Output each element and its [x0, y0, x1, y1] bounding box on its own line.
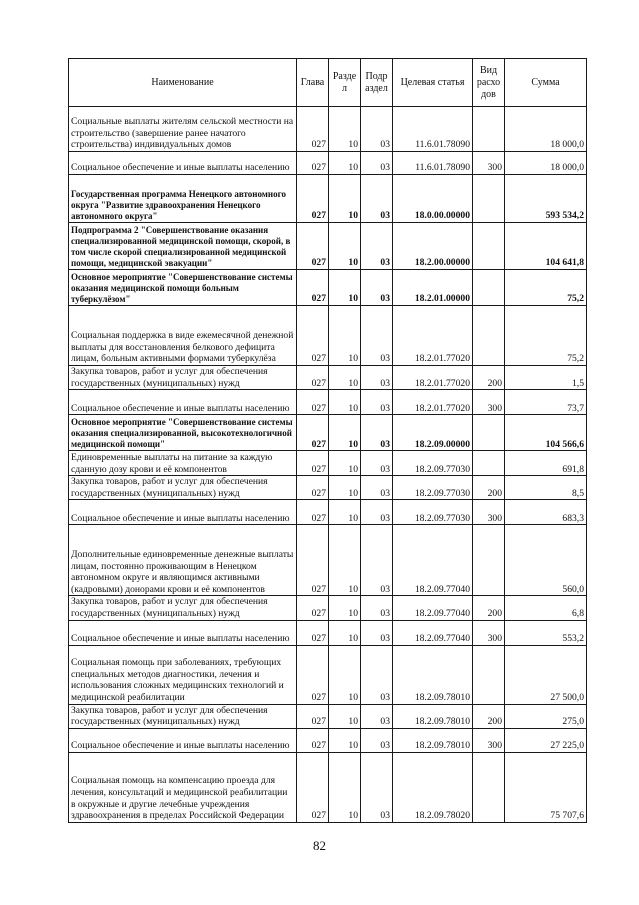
- row-amount-cell: 1,5: [505, 366, 587, 390]
- row-target-cell: 18.2.09.78020: [393, 752, 473, 822]
- row-amount-cell: 593 534,2: [505, 175, 587, 223]
- row-kind-cell: 300: [473, 152, 505, 175]
- row-subsection-cell: 03: [361, 752, 393, 822]
- row-chapter-cell: 027: [297, 752, 329, 822]
- row-section-cell: 10: [329, 752, 361, 822]
- row-chapter-cell: 027: [297, 107, 329, 152]
- row-chapter-cell: 027: [297, 366, 329, 390]
- row-subsection-cell: 03: [361, 645, 393, 704]
- row-amount-cell: 691,8: [505, 451, 587, 476]
- row-amount-cell: 27 500,0: [505, 645, 587, 704]
- row-name-cell: Социальная поддержка в виде ежемесячной денежной выплаты для восстановления белкового дефицита лицам, больным активными формами туберкулёза: [69, 306, 297, 366]
- row-name-cell: Социальные выплаты жителям сельской местности на строительство (завершение ранее начатого строительства) индивидуальных домов: [69, 107, 297, 152]
- row-target-cell: 18.2.09.78010: [393, 645, 473, 704]
- row-chapter-cell: 027: [297, 415, 329, 451]
- row-target-cell: 18.2.00.00000: [393, 223, 473, 270]
- table-row: [69, 451, 587, 476]
- row-name-cell: Социальное обеспечение и иные выплаты населению: [69, 152, 297, 175]
- row-target-cell: 18.2.09.78010: [393, 728, 473, 752]
- row-kind-cell: 300: [473, 620, 505, 645]
- row-subsection-cell: 03: [361, 366, 393, 390]
- row-target-cell: 18.2.09.77040: [393, 525, 473, 596]
- row-section-cell: 10: [329, 620, 361, 645]
- row-chapter-cell: 027: [297, 223, 329, 270]
- row-chapter-cell: 027: [297, 476, 329, 500]
- row-kind-cell: 200: [473, 476, 505, 500]
- table-row: [69, 476, 587, 500]
- page-number: 82: [313, 838, 326, 853]
- row-kind-cell: [473, 175, 505, 223]
- row-name-cell: Закупка товаров, работ и услуг для обеспечения государственных (муниципальных) нужд: [69, 366, 297, 390]
- row-subsection-cell: 03: [361, 415, 393, 451]
- row-chapter-cell: 027: [297, 645, 329, 704]
- row-target-cell: 18.2.01.77020: [393, 366, 473, 390]
- row-name-cell: Государственная программа Ненецкого автономного округа "Развитие здравоохранения Ненецкого автономного округа": [69, 175, 297, 223]
- row-subsection-cell: 03: [361, 704, 393, 728]
- row-target-cell: 18.2.01.77020: [393, 306, 473, 366]
- row-amount-cell: 560,0: [505, 525, 587, 596]
- row-kind-cell: [473, 451, 505, 476]
- row-amount-cell: 104 641,8: [505, 223, 587, 270]
- row-name-cell: Подпрограмма 2 "Совершенствование оказания специализированной медицинской помощи, скорой, в том числе скорой специализированной медицинской помощи, медицинской эвакуации": [69, 223, 297, 270]
- row-target-cell: 11.6.01.78090: [393, 107, 473, 152]
- row-chapter-cell: 027: [297, 704, 329, 728]
- table-header-row: [69, 59, 587, 107]
- row-subsection-cell: 03: [361, 306, 393, 366]
- row-target-cell: 18.0.00.00000: [393, 175, 473, 223]
- row-subsection-cell: 03: [361, 525, 393, 596]
- row-section-cell: 10: [329, 175, 361, 223]
- row-name-cell: Основное мероприятие "Совершенствование системы оказания специализированной, высокотехнологичной медицинской помощи": [69, 415, 297, 451]
- table-row: [69, 596, 587, 620]
- header-subsection: Подр аздел: [361, 59, 393, 107]
- row-subsection-cell: 03: [361, 223, 393, 270]
- row-amount-cell: 275,0: [505, 704, 587, 728]
- row-subsection-cell: 03: [361, 107, 393, 152]
- row-chapter-cell: 027: [297, 175, 329, 223]
- table-row: [69, 175, 587, 223]
- table-row: [69, 752, 587, 822]
- row-chapter-cell: 027: [297, 451, 329, 476]
- table-row: [69, 270, 587, 306]
- row-subsection-cell: 03: [361, 390, 393, 415]
- row-target-cell: 18.2.09.00000: [393, 415, 473, 451]
- row-name-cell: Единовременные выплаты на питание за каждую сданную дозу крови и её компонентов: [69, 451, 297, 476]
- row-target-cell: 18.2.09.77030: [393, 476, 473, 500]
- row-section-cell: 10: [329, 704, 361, 728]
- row-amount-cell: 75 707,6: [505, 752, 587, 822]
- row-name-cell: Социальное обеспечение и иные выплаты населению: [69, 390, 297, 415]
- table-row: [69, 415, 587, 451]
- row-chapter-cell: 027: [297, 500, 329, 525]
- row-target-cell: 18.2.01.77020: [393, 390, 473, 415]
- row-name-cell: Социальная помощь при заболеваниях, требующих специальных методов диагностики, лечения и использования сложных медицинских технологий и медицинской реабилитации: [69, 645, 297, 704]
- row-name-cell: Социальное обеспечение и иные выплаты населению: [69, 620, 297, 645]
- row-section-cell: 10: [329, 152, 361, 175]
- header-name: Наименование: [69, 59, 297, 107]
- row-kind-cell: [473, 752, 505, 822]
- row-name-cell: Социальное обеспечение и иные выплаты населению: [69, 728, 297, 752]
- table-row: [69, 366, 587, 390]
- row-target-cell: 18.2.09.78010: [393, 704, 473, 728]
- header-amount: Сумма: [505, 59, 587, 107]
- row-section-cell: 10: [329, 366, 361, 390]
- row-subsection-cell: 03: [361, 175, 393, 223]
- header-chapter: Глава: [297, 59, 329, 107]
- row-kind-cell: [473, 223, 505, 270]
- row-amount-cell: 75,2: [505, 306, 587, 366]
- row-amount-cell: 18 000,0: [505, 107, 587, 152]
- row-kind-cell: [473, 645, 505, 704]
- row-subsection-cell: 03: [361, 620, 393, 645]
- row-section-cell: 10: [329, 390, 361, 415]
- row-target-cell: 18.2.09.77030: [393, 451, 473, 476]
- row-name-cell: Закупка товаров, работ и услуг для обеспечения государственных (муниципальных) нужд: [69, 476, 297, 500]
- row-name-cell: Социальная помощь на компенсацию проезда для лечения, консультаций и медицинской реабилитации в окружные и другие лечебные учреждения здравоохранения в пределах Российской Федерации: [69, 752, 297, 822]
- row-amount-cell: 553,2: [505, 620, 587, 645]
- row-kind-cell: 300: [473, 500, 505, 525]
- header-section: Разде л: [329, 59, 361, 107]
- table-row: [69, 152, 587, 175]
- row-section-cell: 10: [329, 223, 361, 270]
- table-row: [69, 620, 587, 645]
- header-kind: Вид расхо дов: [473, 59, 505, 107]
- row-subsection-cell: 03: [361, 476, 393, 500]
- table-row: [69, 390, 587, 415]
- table-row: [69, 306, 587, 366]
- row-subsection-cell: 03: [361, 451, 393, 476]
- row-kind-cell: 200: [473, 596, 505, 620]
- row-target-cell: 11.6.01.78090: [393, 152, 473, 175]
- row-chapter-cell: 027: [297, 390, 329, 415]
- row-kind-cell: 300: [473, 390, 505, 415]
- row-amount-cell: 6,8: [505, 596, 587, 620]
- row-section-cell: 10: [329, 451, 361, 476]
- row-kind-cell: 300: [473, 728, 505, 752]
- row-kind-cell: [473, 525, 505, 596]
- row-chapter-cell: 027: [297, 620, 329, 645]
- row-name-cell: Закупка товаров, работ и услуг для обеспечения государственных (муниципальных) нужд: [69, 704, 297, 728]
- row-section-cell: 10: [329, 728, 361, 752]
- table-row: [69, 525, 587, 596]
- row-target-cell: 18.2.01.00000: [393, 270, 473, 306]
- row-subsection-cell: 03: [361, 152, 393, 175]
- row-chapter-cell: 027: [297, 525, 329, 596]
- row-name-cell: Закупка товаров, работ и услуг для обеспечения государственных (муниципальных) нужд: [69, 596, 297, 620]
- row-subsection-cell: 03: [361, 596, 393, 620]
- row-section-cell: 10: [329, 107, 361, 152]
- table-row: [69, 500, 587, 525]
- row-section-cell: 10: [329, 500, 361, 525]
- header-target: Целевая статья: [393, 59, 473, 107]
- table-row: [69, 704, 587, 728]
- row-section-cell: 10: [329, 645, 361, 704]
- row-kind-cell: [473, 270, 505, 306]
- row-amount-cell: 73,7: [505, 390, 587, 415]
- row-target-cell: 18.2.09.77040: [393, 620, 473, 645]
- row-target-cell: 18.2.09.77030: [393, 500, 473, 525]
- row-section-cell: 10: [329, 270, 361, 306]
- row-amount-cell: 8,5: [505, 476, 587, 500]
- budget-table: [68, 58, 587, 823]
- row-chapter-cell: 027: [297, 596, 329, 620]
- row-amount-cell: 27 225,0: [505, 728, 587, 752]
- table-row: [69, 107, 587, 152]
- row-subsection-cell: 03: [361, 270, 393, 306]
- row-section-cell: 10: [329, 306, 361, 366]
- row-amount-cell: 18 000,0: [505, 152, 587, 175]
- row-kind-cell: 200: [473, 366, 505, 390]
- row-subsection-cell: 03: [361, 728, 393, 752]
- row-chapter-cell: 027: [297, 728, 329, 752]
- table-row: [69, 728, 587, 752]
- row-chapter-cell: 027: [297, 152, 329, 175]
- row-name-cell: Дополнительные единовременные денежные выплаты лицам, постоянно проживающим в Ненецком автономном округе и являющимся активными (кадровыми) донорами крови и её компонентов: [69, 525, 297, 596]
- row-chapter-cell: 027: [297, 306, 329, 366]
- row-section-cell: 10: [329, 525, 361, 596]
- row-section-cell: 10: [329, 476, 361, 500]
- row-section-cell: 10: [329, 415, 361, 451]
- row-kind-cell: 200: [473, 704, 505, 728]
- row-section-cell: 10: [329, 596, 361, 620]
- row-name-cell: Основное мероприятие "Совершенствование системы оказания медицинской помощи больным туберкулёзом": [69, 270, 297, 306]
- row-amount-cell: 683,3: [505, 500, 587, 525]
- row-kind-cell: [473, 306, 505, 366]
- row-kind-cell: [473, 107, 505, 152]
- row-amount-cell: 75,2: [505, 270, 587, 306]
- table-row: [69, 645, 587, 704]
- row-target-cell: 18.2.09.77040: [393, 596, 473, 620]
- table-row: [69, 223, 587, 270]
- row-subsection-cell: 03: [361, 500, 393, 525]
- row-kind-cell: [473, 415, 505, 451]
- row-amount-cell: 104 566,6: [505, 415, 587, 451]
- row-name-cell: Социальное обеспечение и иные выплаты населению: [69, 500, 297, 525]
- row-chapter-cell: 027: [297, 270, 329, 306]
